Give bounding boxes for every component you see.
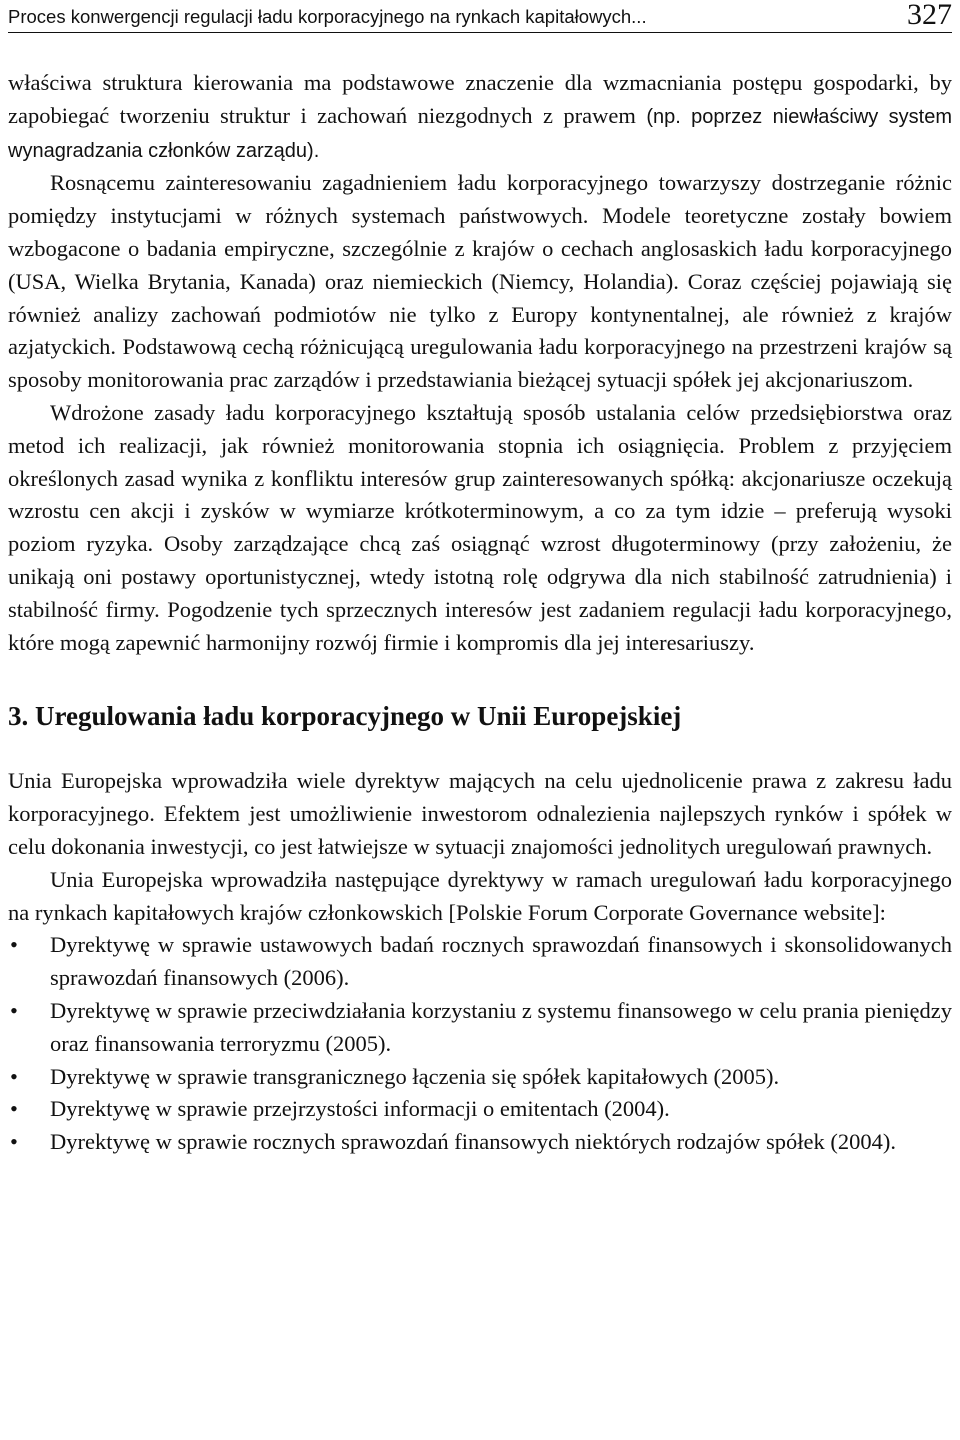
list-item (8, 929, 952, 995)
running-title: Proces konwergencji regulacji ładu korporacyjnego na rynkach kapitałowych... (8, 6, 647, 27)
paragraph-1 (8, 67, 952, 167)
paragraph-5: Unia Europejska wprowadziła następujące dyrektywy w ramach uregulowań ładu korporacyjnego na rynkach kapitałowych krajów członkowskich [Polskie Forum Corporate Governance website]: (8, 866, 952, 925)
paragraph-4: Unia Europejska wprowadziła wiele dyrektyw mających na celu ujednolicenie prawa z zakresu ładu korporacyjnego. Efektem jest umożliwienie inwestorom odnalezienia najlepszych rynków i spółek w celu dokonania inwestycji, co jest łatwiejsze w sytuacji znajomości jednolitych uregulowań prawnych. (8, 768, 952, 859)
list-item-text: Dyrektywę w sprawie ustawowych badań rocznych sprawozdań finansowych i skonsolidowanych sprawozdań finansowych (2006). (50, 932, 952, 991)
paragraph-2: Rosnącemu zainteresowaniu zagadnieniem ładu korporacyjnego towarzyszy dostrzeganie różnic pomiędzy instytucjami w różnych systemach państwowych. Modele teoretyczne zostały bowiem wzbogacone o badania empiryczne, szczególnie z krajów o cechach anglosaskich ładu korporacyjnego (USA, Wielka Brytania, Kanada) oraz niemieckich (Niemcy, Holandia). Coraz częściej pojawiają się również analizy zachowań podmiotów nie tylko z Europy kontynentalnej, ale również z krajów azjatyckich. Podstawową cechą różnicującą uregulowania ładu korporacyjnego na przestrzeni krajów są sposoby monitorowania prac zarządów i przedstawiania bieżącej sytuacji spółek jej akcjonariuszom. (8, 170, 952, 393)
list-item-text: Dyrektywę w sprawie przeciwdziałania korzystaniu z systemu finansowego w celu prania pieniędzy oraz finansowania terroryzmu (2005). (50, 997, 952, 1056)
list-item (8, 1061, 952, 1094)
list-item-text: Dyrektywę w sprawie transgranicznego łączenia się spółek kapitałowych (2005). (50, 1063, 780, 1089)
list-item (8, 1126, 952, 1159)
list-item (8, 1093, 952, 1126)
bullet-icon: • (10, 1063, 18, 1089)
paragraph-1-text: właściwa struktura kierowania ma podstawowe znaczenie dla wzmacniania postępu gospodarki, by zapobiegać tworzeniu struktur i zachowań niezgodnych z prawem (8, 70, 952, 128)
paragraph-3: Wdrożone zasady ładu korporacyjnego kształtują sposób ustalania celów przedsiębiorstwa oraz metod ich realizacji, jak również monitorowania stopnia ich osiągnięcia. Problem z przyjęciem określonych zasad wynika z konfliktu interesów grup zainteresowanych spółką: akcjonariusze oczekują wzrostu cen akcji i zysków w wymiarze krótkoterminowym, a co za tym idzie – preferują wysoki poziom ryzyka. Osoby zarządzające chcą zaś osiągnąć wzrost długoterminowy (przy założeniu, że unikają oni postawy oportunistycznej, wtedy istotną rolę odgrywa dla nich stabilność zatrudnienia) i stabilność firmy. Pogodzenie tych sprzecznych interesów jest zadaniem regulacji ładu korporacyjnego, które mogą zapewnić harmonijny rozwój firmie i kompromis dla jej interesariuszy. (8, 399, 952, 655)
directives-list (8, 929, 952, 1159)
page-number: 327 (907, 0, 952, 31)
section-heading: 3. Uregulowania ładu korporacyjnego w Unii Europejskiej (8, 701, 682, 732)
list-item-text: Dyrektywę w sprawie rocznych sprawozdań finansowych niektórych rodzajów spółek (2004). (50, 1129, 896, 1155)
running-header (8, 0, 952, 33)
bullet-icon: • (10, 932, 18, 958)
bullet-icon: • (10, 1096, 18, 1122)
list-item (8, 995, 952, 1061)
bullet-icon: • (10, 997, 18, 1023)
bullet-icon: • (10, 1129, 18, 1155)
document-page (8, 0, 952, 1159)
paragraph-1-sans-text: (np. poprzez niewłaściwy system wynagradzania członków zarządu). (8, 105, 952, 162)
list-item-text: Dyrektywę w sprawie przejrzystości informacji o emitentach (2004). (50, 1096, 670, 1122)
